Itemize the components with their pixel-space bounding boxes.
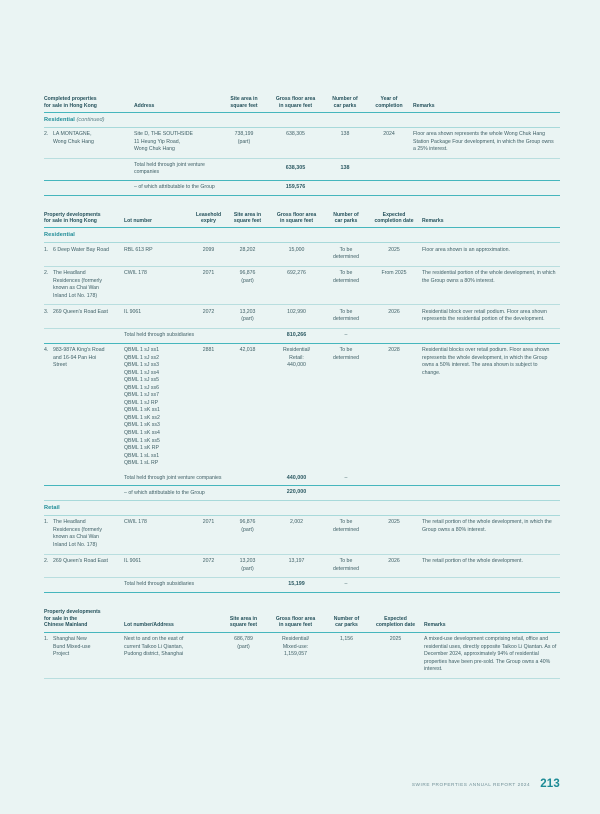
cell-leasehold-expiry: 2071 [192,266,228,305]
cell-car-parks [326,554,369,578]
header-line-1: Site area in [229,615,258,622]
section-heading-cell [44,501,560,516]
cell-year-of-completion: 2024 [368,127,413,158]
cell-expected-completion: From 2025 [369,266,422,305]
cell-car-parks: 138 [325,127,368,158]
lot-line: QBML 1 sJ ss5 [124,377,159,384]
col-header-car-parks [325,96,368,112]
lot-line: QBML 1 sK ss4 [124,430,160,436]
cell-car-parks [326,243,369,267]
cell-gross-floor-area [270,305,326,329]
car-parks-line-1: To be [339,558,353,565]
gfa-line-1: 13,197 [288,558,305,565]
gfa-line-1: Residential/ [281,636,310,643]
car-parks-line-2: determined [333,254,359,261]
row-index: 2. [44,270,49,277]
header-line-1: Year of [380,96,398,102]
site-area-qualifier: (part) [237,643,250,650]
cell-gross-floor-area [270,554,326,578]
gfa-line-2: Retail: [289,354,304,361]
row-name-lines [53,636,121,659]
total-label: Total held through subsidiaries [124,328,270,343]
col-header-leasehold-expiry [192,212,228,228]
header-line-1: Remarks [422,218,444,225]
total-car-parks: – [326,328,369,343]
header-line-2: completion [375,102,403,109]
section-note: (continued) [76,116,105,123]
section-title: Residential [44,116,75,123]
header-line-1: Site area in [230,96,258,102]
lot-line: QBML 1 sJ ss3 [124,362,159,369]
total-row-attributable [44,180,560,195]
name-line-1: Shanghai New [53,636,87,643]
cell-site-area [222,632,268,678]
section-heading-row-residential [44,112,560,127]
gfa-line-3: 1,159,057 [283,651,308,658]
header-line-2: car parks [335,622,358,629]
cell-lot-number [124,343,192,472]
address-line-1: Next to and on the east of [124,636,184,643]
cell-expected-completion: 2028 [388,347,400,354]
header-line-2: completion date [374,218,414,225]
lot-line: QBML 1 sL RP [124,460,159,467]
total-car-parks: – [326,472,369,486]
gfa-line-1: 15,000 [288,246,305,253]
header-line-1: Number of [332,96,358,102]
name-line-2: Residences (formerly [53,277,103,284]
hk-developments-table [44,212,560,593]
row-index: 2. [44,131,49,138]
row-index: 2. [44,558,49,565]
name-line-3: Street [53,362,67,369]
col-header-remarks [413,96,560,112]
page-content [44,96,560,695]
cell-car-parks [326,305,369,329]
total-car-parks: 138 [325,158,368,180]
car-parks-line-2: determined [333,277,359,284]
header-line-1: Leasehold [195,211,222,218]
total-label: Total held through subsidiaries [124,578,270,593]
header-line-1: Gross floor area [275,615,316,622]
cell-address [134,127,222,158]
col-header-year-of-completion [368,96,413,112]
table-header-row [44,96,560,112]
table-row [44,266,560,305]
name-line-2: and 16-94 Pan Hoi [53,354,97,361]
header-line-1: Completed properties [44,96,97,102]
page-footer [0,778,560,790]
lot-line: RBL 613 RP [124,246,153,253]
hk-developments-table-block [44,212,560,593]
cell-lot-number [124,266,192,305]
cell-property-name [44,127,134,158]
name-line-1: 269 Queen's Road East [53,308,108,315]
lot-line: CWIL 178 [124,519,147,526]
lot-line: QBML 1 sK ss3 [124,422,160,429]
section-heading-row-retail [44,501,560,516]
total-gross-floor-area: 638,305 [269,158,325,180]
total-car-parks [325,180,368,195]
total-spacer-completion [368,180,413,195]
col-header-site-area [228,212,270,228]
total-gross-floor-area: 810,266 [270,328,326,343]
col-header-car-parks [326,609,370,632]
lot-line: QBML 1 sJ ss6 [124,384,159,391]
cell-site-area [228,305,270,329]
lot-line: QBML 1 sJ ss1 [124,347,159,354]
header-line-1: Property developments [44,211,101,218]
subtotal-row-subsidiaries-retail [44,578,560,593]
row-index: 1. [44,519,49,526]
cell-gross-floor-area [268,632,326,678]
total-row-joint-venture [44,158,560,180]
name-line-2: Bund Mixed-use [53,643,91,650]
header-line-2: in square feet [278,622,313,629]
header-line-2: in square feet [279,218,314,225]
section-title: Residential [44,232,75,239]
section-heading-cell [44,228,560,243]
header-line-1: Site area in [233,211,262,218]
header-line-2: for sale in Hong Kong [44,102,97,109]
total-spacer [44,472,124,486]
table-row [44,554,560,578]
total-spacer-remarks [422,578,560,593]
site-area-value: 28,202 [239,246,256,253]
address-line-2: 11 Heung Yip Road, [134,138,181,145]
header-line-1: Number of [333,615,360,622]
cell-lot-number [124,305,192,329]
name-line-1: 983-987A King's Road [53,347,105,354]
total-gross-floor-area: 15,199 [270,578,326,593]
cell-property-name [44,554,124,578]
row-index: 1. [44,636,49,643]
table-row [44,515,560,554]
site-area-value: 738,199 [234,131,254,138]
col-header-site-area [222,609,268,632]
table-row [44,127,560,158]
header-line-1: Remarks [413,102,435,109]
row-index: 3. [44,308,49,315]
cell-lot-number [124,515,192,554]
name-line-1: The Headland [53,270,86,277]
total-row-attributable [44,486,560,501]
row-index: 4. [44,347,49,354]
cell-lot-number-address [124,632,222,678]
car-parks-line-2: determined [333,526,359,533]
total-label: – of which attributable to the Group [134,180,222,195]
cell-remarks: Residential block over retail podium. Floor area shown represents the residential portion of the development. [422,305,560,329]
cell-remarks: The residential portion of the whole development, in which the Group owns a 80% interest. [422,266,560,305]
header-line-1: Expected [382,211,406,218]
cell-expected-completion: 2025 [369,515,422,554]
cell-property-name [44,266,124,305]
col-header-gross-floor-area [268,609,326,632]
cell-property-name [44,243,124,267]
cell-lot-number [124,554,192,578]
lot-line: QBML 1 sJ ss7 [124,392,159,399]
total-spacer [44,486,124,501]
cell-car-parks [326,343,369,472]
cell-remarks: The retail portion of the whole development. [422,554,560,578]
cell-remarks: Residential blocks over retail podium. Floor area shown represents the whole development, in which the Group owns a 50% interest. The area shown is subject to change. [422,347,550,376]
lot-line: QBML 1 sL ss1 [124,452,160,459]
table-row [44,243,560,267]
car-parks-line-1: To be [339,246,353,253]
completed-properties-table-block [44,96,560,196]
name-line-1: 6 Deep Water Bay Road [53,246,110,253]
row-name-lines [53,558,121,566]
cell-leasehold-expiry: 2072 [192,554,228,578]
table-row [44,632,560,678]
col-header-property-name [44,609,124,632]
total-spacer-remarks [422,328,560,343]
cell-remarks: Floor area shown represents the whole Wong Chuk Hang Station Package Four development, in which the Group owns a 25% interest. [413,127,560,158]
total-label: – of which attributable to the Group [124,486,270,501]
lot-line: IL 9061 [124,308,142,315]
cell-gross-floor-area [270,243,326,267]
section-title: Retail [44,505,60,512]
col-header-property-name [44,212,124,228]
cell-remarks: A mixed-use development comprising retail, office and residential uses, directly opposite Taikoo Li Qiantan. As of December 2024, approximately 94% of residential properties have been pre-sold. The Group owns a 40% interest. [424,632,560,678]
col-header-gross-floor-area [270,212,326,228]
lot-line: QBML 1 sJ RP [124,399,159,406]
address-line-3: Pudong district, Shanghai [124,651,184,658]
cell-site-area [228,343,270,472]
car-parks-line-1: To be [339,347,353,354]
cell-remarks: The retail portion of the whole development, in which the Group owns a 80% interest. [422,515,560,554]
lot-line: QBML 1 sJ ss2 [124,354,159,361]
address-line-1: Site D, THE SOUTHSIDE [134,131,193,138]
col-header-expected-completion [369,212,422,228]
total-spacer-completion [368,158,413,180]
total-spacer [44,328,124,343]
car-parks-line-1: To be [339,519,353,526]
site-area-value: 686,789 [234,636,253,643]
completed-properties-table [44,96,560,196]
header-line-1: Lot number/Address [124,622,174,629]
site-area-value: 13,203 [239,558,256,565]
name-line-3: known as Chai Wan [53,285,99,292]
total-row-joint-venture [44,472,560,486]
cell-car-parks [326,266,369,305]
total-spacer-site [222,180,269,195]
gfa-line-1: 102,990 [287,308,306,315]
total-spacer-completion [369,472,422,486]
row-name-lines [53,131,131,146]
cell-expected-completion: 2026 [369,554,422,578]
table-header-row [44,609,560,632]
table-row [44,343,560,472]
header-line-3: Chinese Mainland [44,622,88,629]
car-parks-line-2: determined [333,316,359,323]
cell-remarks: Floor area shown is an approximation. [422,243,560,267]
cell-expected-completion: 2026 [369,305,422,329]
cell-leasehold-expiry: 2099 [192,243,228,267]
name-line-2: Residences (formerly [53,526,103,533]
cell-site-area [228,515,270,554]
total-spacer-remarks [413,158,560,180]
header-line-1: Number of [333,211,359,218]
header-line-2: square feet [230,102,258,109]
gfa-line-1: 2,002 [290,519,303,526]
gfa-line-3: 440,000 [287,362,306,369]
site-area-value: 13,203 [239,308,256,315]
total-gross-floor-area: 159,576 [269,180,325,195]
site-area-value: 96,876 [239,270,256,277]
cell-expected-completion: 2025 [369,243,422,267]
name-line-1: 269 Queen's Road East [53,558,108,565]
cell-car-parks [326,515,369,554]
total-gross-floor-area: 440,000 [270,472,326,486]
row-name-lines [53,270,121,300]
mainland-developments-table [44,609,560,679]
table-row [44,305,560,329]
address-line-3: Wong Chuk Hang [134,146,175,153]
lot-line: CWIL 178 [124,270,147,277]
total-label: Total held through joint venture companies [134,158,222,180]
total-spacer [44,578,124,593]
cell-site-area [228,554,270,578]
car-parks-line-1: To be [339,270,353,277]
col-header-address [134,96,222,112]
total-spacer-remarks [413,180,560,195]
car-parks-line-1: To be [339,308,353,315]
page-number: 213 [540,778,560,790]
row-name-lines [53,309,121,317]
mainland-developments-table-block [44,609,560,679]
lot-line: QBML 1 sK ss5 [124,437,160,444]
header-line-1: Property developments [44,608,101,615]
total-car-parks: – [326,578,369,593]
cell-expected-completion: 2025 [370,632,424,678]
total-spacer-completion [369,486,422,501]
site-area-value: 96,876 [239,519,256,526]
row-name-lines [53,347,121,370]
cell-property-name [44,515,124,554]
col-header-remarks [422,212,560,228]
total-spacer-remarks [422,486,560,501]
name-line-1: LA MONTAGNE, [53,131,92,138]
cell-property-name [44,305,124,329]
total-spacer [44,180,134,195]
header-line-2: square feet [233,218,262,225]
site-area-qualifier: (part) [237,138,251,145]
total-gross-floor-area: 220,000 [270,486,326,501]
col-header-remarks [424,609,560,632]
lot-line: QBML 1 sK ss2 [124,414,160,421]
row-name-lines [53,519,121,549]
name-line-3: Project [53,651,70,658]
cell-leasehold-expiry: 2072 [192,305,228,329]
cell-lot-number [124,243,192,267]
gfa-line-2: Mixed-use: [282,643,309,650]
cell-site-area [228,243,270,267]
col-header-car-parks [326,212,369,228]
site-area-qualifier: (part) [241,526,254,533]
footer-report-title: SWIRE PROPERTIES ANNUAL REPORT 2024 [411,782,531,787]
name-line-4: Inland Lot No. 178) [53,292,98,299]
cell-gross-floor-area [270,266,326,305]
name-line-4: Inland Lot No. 178) [53,542,98,549]
cell-leasehold-expiry: 2881 [202,347,215,354]
header-line-2: car parks [333,102,357,109]
site-area-value: 42,018 [239,347,256,354]
address-line-2: current Taikoo Li Qiantan, [124,643,184,650]
total-spacer-completion [369,328,422,343]
car-parks-line-2: determined [333,565,359,572]
col-header-lot-number-address [124,609,222,632]
col-header-property-name [44,96,134,112]
header-line-1: Expected [384,615,407,622]
site-area-qualifier: (part) [241,316,254,323]
total-spacer-site [222,158,269,180]
cell-site-area [228,266,270,305]
header-line-2: expiry [200,218,216,225]
cell-leasehold-expiry: 2071 [192,515,228,554]
lot-line: QBML 1 sJ ss4 [124,369,159,376]
header-line-2: car parks [334,218,358,225]
gfa-line-1: 692,276 [287,270,306,277]
total-label: Total held through joint venture companies [124,472,270,486]
total-spacer-remarks [422,472,560,486]
subtotal-row-subsidiaries [44,328,560,343]
header-line-2: square feet [229,622,258,629]
site-area-qualifier: (part) [241,277,254,284]
header-line-2: for sale in Hong Kong [44,218,97,225]
name-line-3: known as Chai Wan [53,534,99,541]
table-header-row [44,212,560,228]
header-line-1: Address [134,102,155,109]
lot-line: QBML 1 sK ss1 [124,407,160,414]
cell-gross-floor-area: 638,305 [269,127,325,158]
header-line-1: Gross floor area [275,96,316,102]
header-line-2: completion date [375,622,416,629]
total-car-parks [326,486,369,501]
col-header-lot-number [124,212,192,228]
cell-property-name [44,632,124,678]
gfa-line-1: Residential/ [282,347,311,354]
cell-property-name [44,343,124,472]
header-line-2: in square feet [278,102,313,109]
site-area-qualifier: (part) [241,565,254,572]
row-index: 1. [44,246,49,253]
cell-gross-floor-area [270,343,326,472]
header-line-1: Gross floor area [276,211,317,218]
total-spacer-completion [369,578,422,593]
lot-line: IL 9061 [124,558,142,565]
name-line-1: The Headland [53,519,86,526]
row-name-lines [53,247,121,255]
section-heading-row-residential [44,228,560,243]
cell-gross-floor-area [270,515,326,554]
header-line-1: Lot number [124,218,153,225]
header-line-1: Remarks [424,622,446,629]
col-header-gross-floor-area [269,96,325,112]
lot-line: QBML 1 sK RP [124,445,159,452]
col-header-site-area [222,96,269,112]
car-parks-line-2: determined [333,354,359,361]
header-line-2: for sale in the [44,615,78,622]
cell-car-parks: 1,156 [326,632,370,678]
total-spacer [44,158,134,180]
col-header-expected-completion [370,609,424,632]
cell-site-area [222,127,269,158]
name-line-2: Wong Chuk Hang [53,138,94,145]
section-heading-cell [44,112,560,127]
